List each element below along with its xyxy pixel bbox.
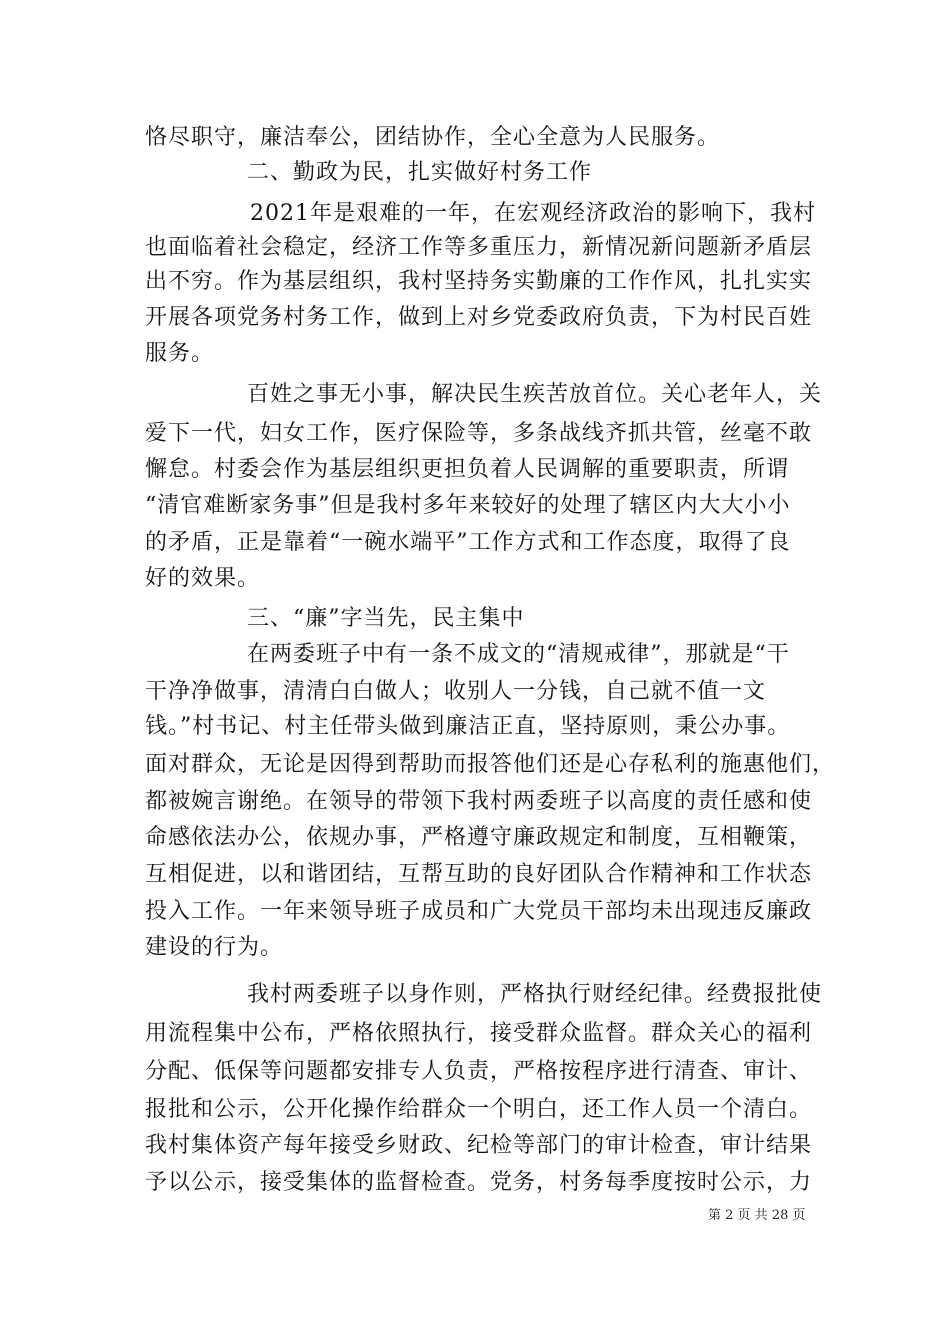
text-line: 开展各项党务村务工作，做到上对乡党委政府负责，下为村民百姓	[145, 305, 813, 330]
text-line: 建设的行为。	[145, 935, 284, 960]
page-number: 第 2 页 共 28 页	[708, 1208, 806, 1223]
text-line: 投入工作。一年来领导班子成员和广大党员干部均未出现违反廉政	[145, 899, 813, 924]
text-line: 分配、低保等问题都安排专人负责，严格按程序进行清查、审计、	[145, 1059, 813, 1084]
text-line: 报批和公示，公开化操作给群众一个明白，还工作人员一个清白。	[145, 1097, 813, 1122]
text-line: 服务。	[145, 341, 215, 366]
text-line: 干净净做事，清清白白做人；收别人一分钱，自己就不值一文	[145, 679, 767, 704]
section-heading: 三、“廉”字当先，民主集中	[247, 606, 525, 631]
text-line: 好的效果。	[145, 566, 261, 591]
text-line: “清官难断家务事”但是我村多年来较好的处理了辖区内大大小小	[145, 493, 791, 518]
text-line: 出不穷。作为基层组织，我村坚持务实勤廉的工作作风，扎扎实实	[145, 269, 813, 294]
text-line: 互相促进，以和谐团结，互帮互助的良好团队合作精神和工作状态	[145, 862, 813, 887]
text-line: 钱。”村书记、村主任带头做到廉洁正直，坚持原则，秉公办事。	[145, 714, 791, 739]
text-line: 命感依法办公，依规办事，严格遵守廉政规定和制度，互相鞭策，	[145, 825, 813, 850]
section-heading: 二、勤政为民，扎实做好村务工作	[247, 160, 593, 185]
text-line: 我村集体资产每年接受乡财政、纪检等部门的审计检查，审计结果	[145, 1133, 813, 1158]
text-line: 面对群众，无论是因得到帮助而报答他们还是心存私利的施惠他们，	[145, 752, 836, 777]
text-line: 予以公示，接受集体的监督检查。党务，村务每季度按时公示，力	[145, 1170, 813, 1195]
text-line: 懈怠。村委会作为基层组织更担负着人民调解的重要职责，所谓	[145, 457, 790, 482]
text-line: 的矛盾，正是靠着“一碗水端平”工作方式和工作态度，取得了良	[145, 530, 791, 555]
paragraph-first-line: 百姓之事无小事，解决民生疾苦放首位。关心老年人，关	[247, 382, 823, 407]
text-line: 恪尽职守，廉洁奉公，团结协作，全心全意为人民服务。	[145, 125, 721, 150]
paragraph-first-line: 2021年是艰难的一年，在宏观经济政治的影响下，我村	[250, 201, 816, 226]
paragraph-first-line: 在两委班子中有一条不成文的“清规戒律”，那就是“干	[247, 642, 790, 667]
text-line: 爱下一代，妇女工作，医疗保险等，多条战线齐抓共管，丝毫不敢	[145, 421, 813, 446]
text-line: 用流程集中公布，严格依照执行，接受群众监督。群众关心的福利	[145, 1021, 813, 1046]
paragraph-first-line: 我村两委班子以身作则，严格执行财经纪律。经费报批使	[247, 982, 823, 1007]
text-line: 都被婉言谢绝。在领导的带领下我村两委班子以高度的责任感和使	[145, 789, 813, 814]
text-line: 也面临着社会稳定，经济工作等多重压力，新情况新问题新矛盾层	[145, 235, 813, 260]
